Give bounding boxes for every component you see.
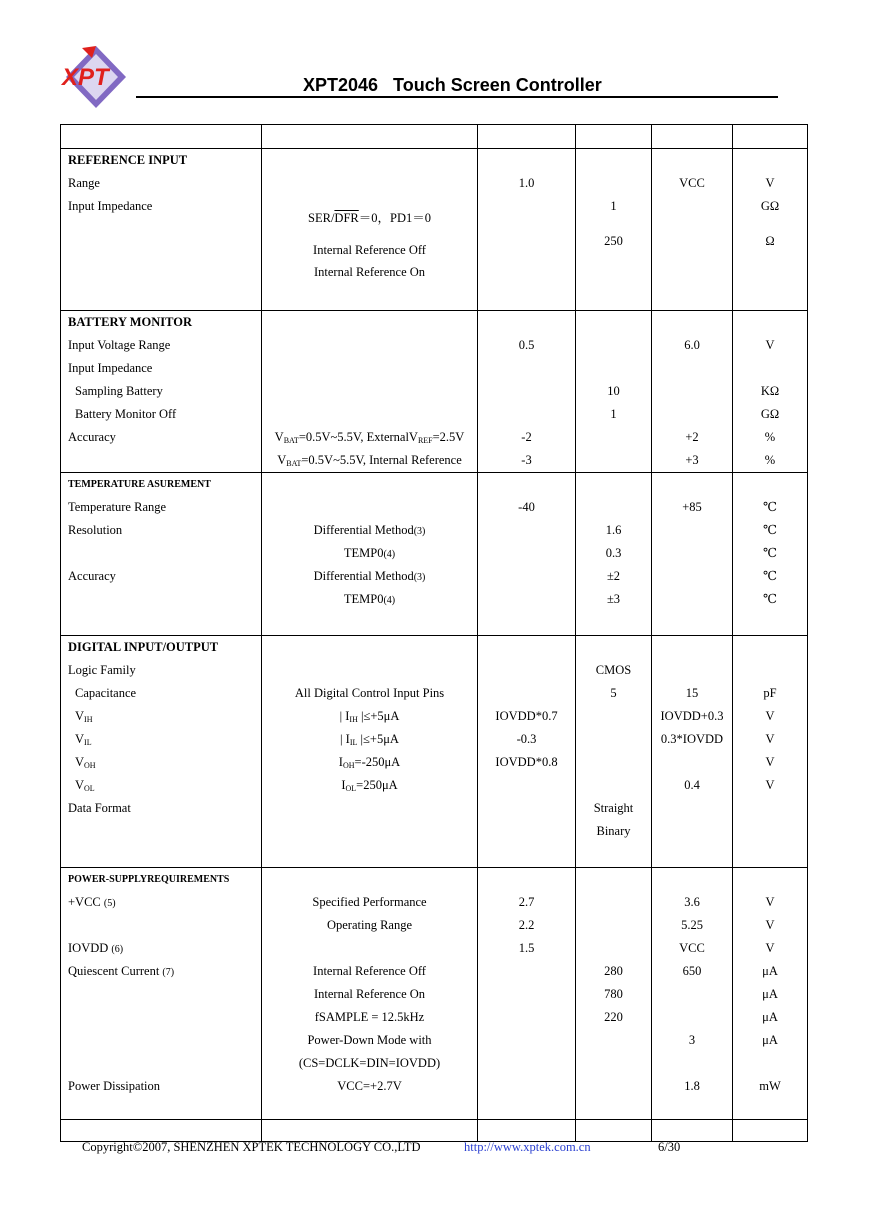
section-title: BATTERY MONITOR [68, 315, 192, 329]
page-number: 6/30 [658, 1140, 681, 1154]
section-temperature [61, 473, 808, 636]
copyright-text: Copyright©2007, SHENZHEN XPTEK TECHNOLOGY CO.,LTD [82, 1140, 421, 1154]
document-title: XPT2046 Touch Screen Controller [303, 75, 602, 95]
section-title: TEMPERATURE ASUREMENT [68, 479, 211, 490]
table-row: DIGITAL INPUT/OUTPUT Logic Family Capacitance $V_{IH}$ $V_{IL}$ $V_{OH}$ $V_{OL}$ Data Format All Digital Control Input Pins | $I_{IH}$ |≤+5μA | $I_{IL}$ |≤+5μA $I_{OH}=-250\mu A$ $I_{OL}=250\mu A$ IOVDD*0.7 -0.3 IOVDD*0.8 CMOS 5 Straight Binary 15 IOVDD+0.3 0.3*IOVDD 0.4 pF V V V V [61, 636, 808, 868]
website-link[interactable]: http://www.xptek.com.cn [464, 1140, 591, 1154]
table-row: POWER-SUPPLYREQUIREMENTS +VCC (5) IOVDD (6) Quiescent Current (7) Power Dissipation Specified Performance Operating Range Internal Reference Off Internal Reference On fSAMPLE = 12.5kHz Power-Down Mode with (CS=DCLK=DIN=IOVDD) VCC=+2.7V 2.7 2.2 1.5 280 780 220 3.6 5.25 VCC 650 3 1.8 V V V μA μA μA μA mW [61, 868, 808, 1120]
table-row: BATTERY MONITOR Input Voltage Range Input Impedance Sampling Battery Battery Monitor Off Accuracy $V_{BAT}=0.5V\sim 5.5V$, ExternalV$_{REF}$=2.5V $V_{BAT}=0.5V\sim 5.5V$, Internal Reference 0.5 -2 -3 10 1 6.0 +2 +3 V KΩ GΩ % % [61, 311, 808, 473]
section-title: REFERENCE INPUT [68, 153, 188, 167]
section-title: POWER-SUPPLYREQUIREMENTS [68, 874, 230, 885]
table-header-row [61, 125, 808, 149]
header-rule [136, 96, 778, 98]
section-battery-monitor [61, 311, 808, 473]
svg-text:XPT: XPT [62, 64, 109, 91]
table-footer-row [61, 1120, 808, 1142]
section-digital-io [61, 636, 808, 868]
specification-table [60, 124, 808, 1142]
section-power-supply [61, 868, 808, 1120]
table-row: TEMPERATURE ASUREMENT Temperature Range Resolution Accuracy Differential Method(3) TEMP0(4) Differential Method(3) TEMP0(4) -40 1.6 0.3 ±2 ±3 +85 ℃ ℃ ℃ ℃ ℃ [61, 473, 808, 636]
company-logo [56, 44, 136, 110]
table-row: REFERENCE INPUT Range Input Impedance SER/$\overline{DFR}=0$，PD1＝0 Internal Reference Off Internal Reference On 1.0 1 250 VCC V GΩ Ω [61, 149, 808, 311]
section-reference-input [61, 149, 808, 311]
section-title: DIGITAL INPUT/OUTPUT [68, 640, 219, 654]
